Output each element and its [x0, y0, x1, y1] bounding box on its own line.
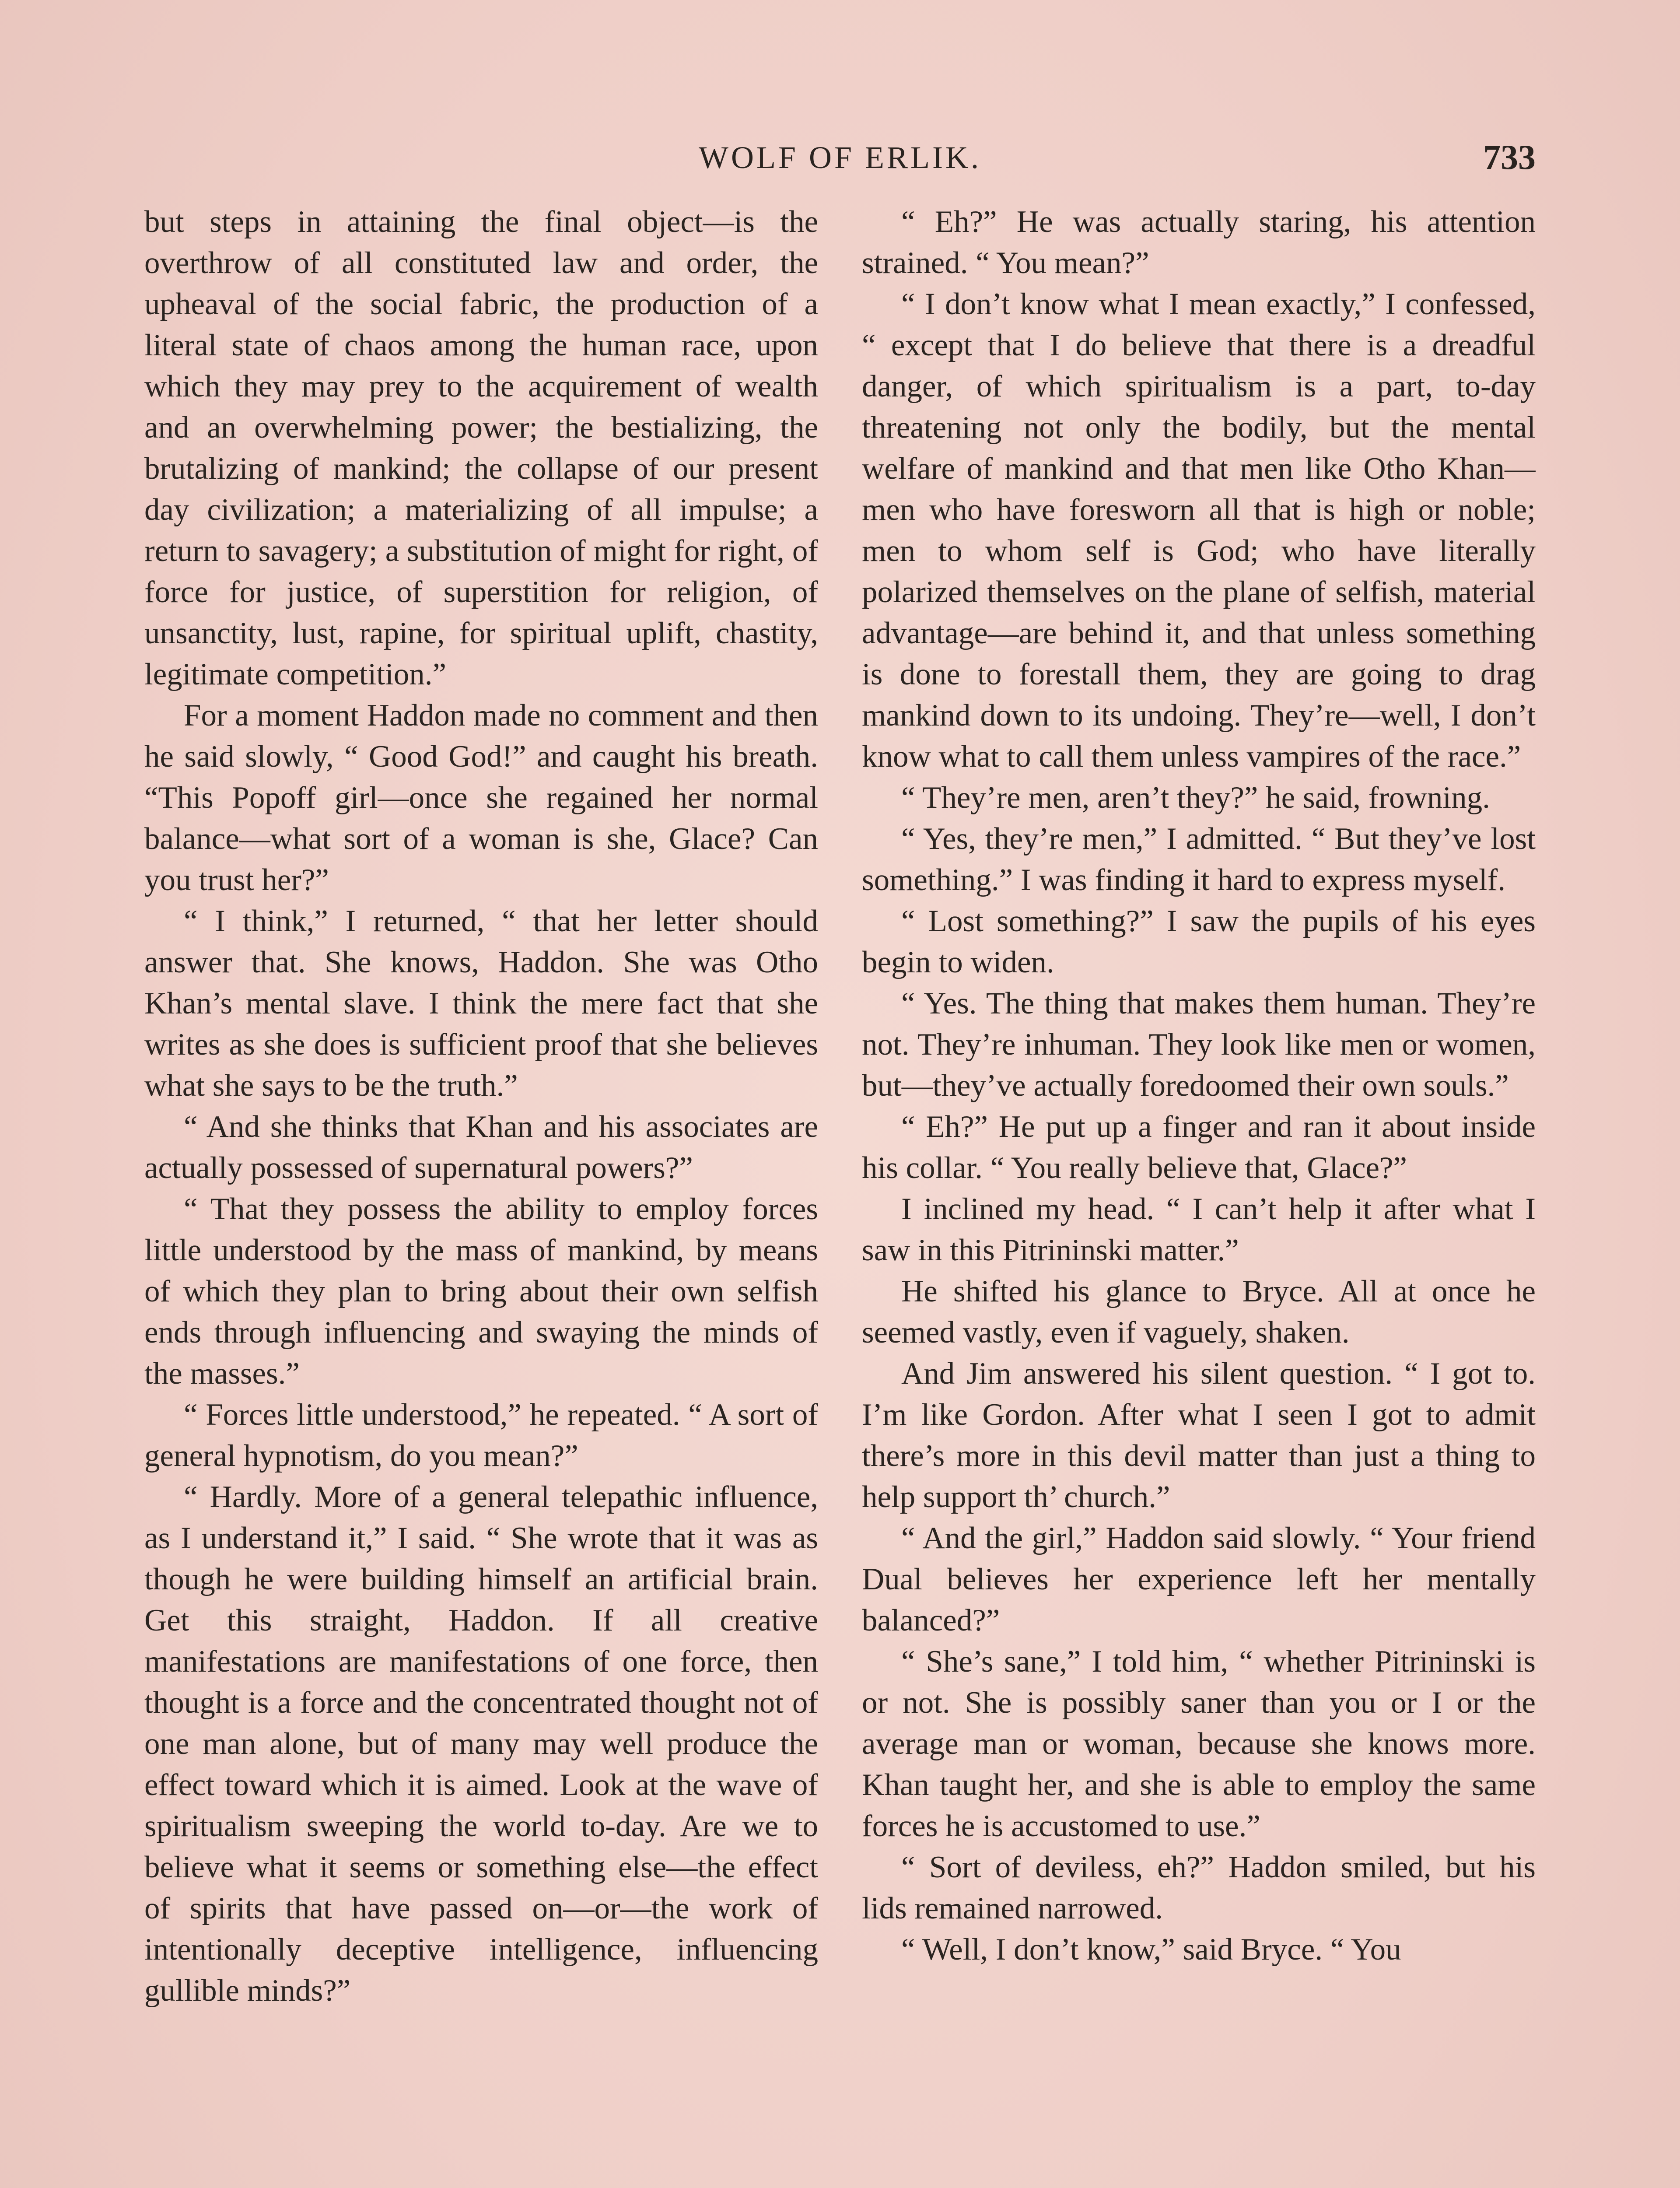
page-header — [144, 131, 1536, 184]
paragraph: but steps in attaining the final object—is the overthrow of all constituted law and order, the upheaval of the social fabric, the production of a literal state of chaos among the human race, upon which they may prey to the acquirement of wealth and an overwhelming power; the bestializing, the brutalizing of mankind; the collapse of our present day civilization; a materializing of all impulse; a return to savagery; a substitution of might for right, of force for justice, of superstition for religion, of unsanctity, lust, rapine, for spiritual uplift, chastity, legitimate competition.” — [144, 205, 818, 691]
text-columns — [144, 201, 1536, 2188]
paragraph: “ Well, I don’t know,” said Bryce. “ You — [901, 1932, 1401, 1967]
running-head: WOLF OF ERLIK. — [699, 140, 981, 175]
paragraph: “ Yes, they’re men,” I admitted. “ But they’ve lost something.” I was finding it hard to express myself. — [862, 822, 1536, 897]
paragraph: “ Forces little understood,” he repeated. “ A sort of general hypnotism, do you mean?” — [144, 1398, 818, 1473]
paragraph: “ That they possess the ability to employ forces little understood by the mass of mankind, by means of which they plan to bring about their own selfish ends through influencing and swaying the minds of the masses.” — [144, 1192, 818, 1391]
paragraph: “ And the girl,” Haddon said slowly. “ Your friend Dual believes her experience left her mentally balanced?” — [862, 1521, 1536, 1637]
paragraph: “ I don’t know what I mean exactly,” I confessed, “ except that I do believe that there is a dreadful danger, of which spiritualism is a part, to-day threatening not only the bodily, but the mental welfare of mankind and that men like Otho Khan—men who have foresworn all that is high or noble; men to whom self is God; who have literally polarized themselves on the plane of selfish, material advantage—are behind it, and that unless something is done to forestall them, they are going to drag mankind down to its undoing. They’re—well, I don’t know what to call them unless vampires of the race.” — [862, 287, 1536, 774]
paragraph: “ I think,” I returned, “ that her letter should answer that. She knows, Haddon. She was Otho Khan’s mental slave. I think the mere fact that she writes as she does is sufficient proof that she believes what she says to be the truth.” — [144, 904, 818, 1103]
paragraph: “ She’s sane,” I told him, “ whether Pitrininski is or not. She is possibly saner than you or I or the average man or woman, because she knows more. Khan taught her, and she is able to employ the same forces he is accustomed to use.” — [862, 1645, 1536, 1843]
paragraph: “ And she thinks that Khan and his associates are actually possessed of supernatural powers?” — [144, 1110, 818, 1185]
paragraph: “ They’re men, aren’t they?” he said, frowning. — [901, 781, 1490, 815]
page-number: 733 — [1483, 138, 1536, 177]
paragraph: “ Eh?” He put up a finger and ran it about inside his collar. “ You really believe that, Glace?” — [862, 1110, 1536, 1185]
paragraph: “ Sort of deviless, eh?” Haddon smiled, but his lids remained narrowed. — [862, 1850, 1536, 1925]
paragraph: “ Yes. The thing that makes them human. They’re not. They’re inhuman. They look like men or women, but—they’ve actually foredoomed their own souls.” — [862, 986, 1536, 1103]
right-column — [862, 201, 1536, 2188]
paragraph: He shifted his glance to Bryce. All at once he seemed vastly, even if vaguely, shaken. — [862, 1274, 1536, 1350]
paragraph: For a moment Haddon made no comment and then he said slowly, “ Good God!” and caught his breath. “This Popoff girl—once she regained her normal balance—what sort of a woman is she, Glace? Can you trust her?” — [144, 698, 818, 897]
paragraph: And Jim answered his silent question. “ I got to. I’m like Gordon. After what I seen I got to admit there’s more in this devil matter than just a thing to help support th’ church.” — [862, 1357, 1536, 1514]
left-column — [144, 201, 818, 2188]
paragraph: “ Lost something?” I saw the pupils of his eyes begin to widen. — [862, 904, 1536, 979]
paragraph: “ Hardly. More of a general telepathic influence, as I understand it,” I said. “ She wrote that it was as though he were building himself an artificial brain. Get this straight, Haddon. If all creative manifestations are manifestations of one force, then thought is a force and the concentrated thought not of one man alone, but of many may well produce the effect toward which it is aimed. Look at the wave of spiritualism sweeping the world to-day. Are we to believe what it seems or something else—the effect of spirits that have passed on—or—the work of intentionally deceptive intelligence, influencing gullible minds?” — [144, 1480, 818, 2008]
paragraph: I inclined my head. “ I can’t help it after what I saw in this Pitrininski matter.” — [862, 1192, 1536, 1267]
paragraph: “ Eh?” He was actually staring, his attention strained. “ You mean?” — [862, 205, 1536, 280]
